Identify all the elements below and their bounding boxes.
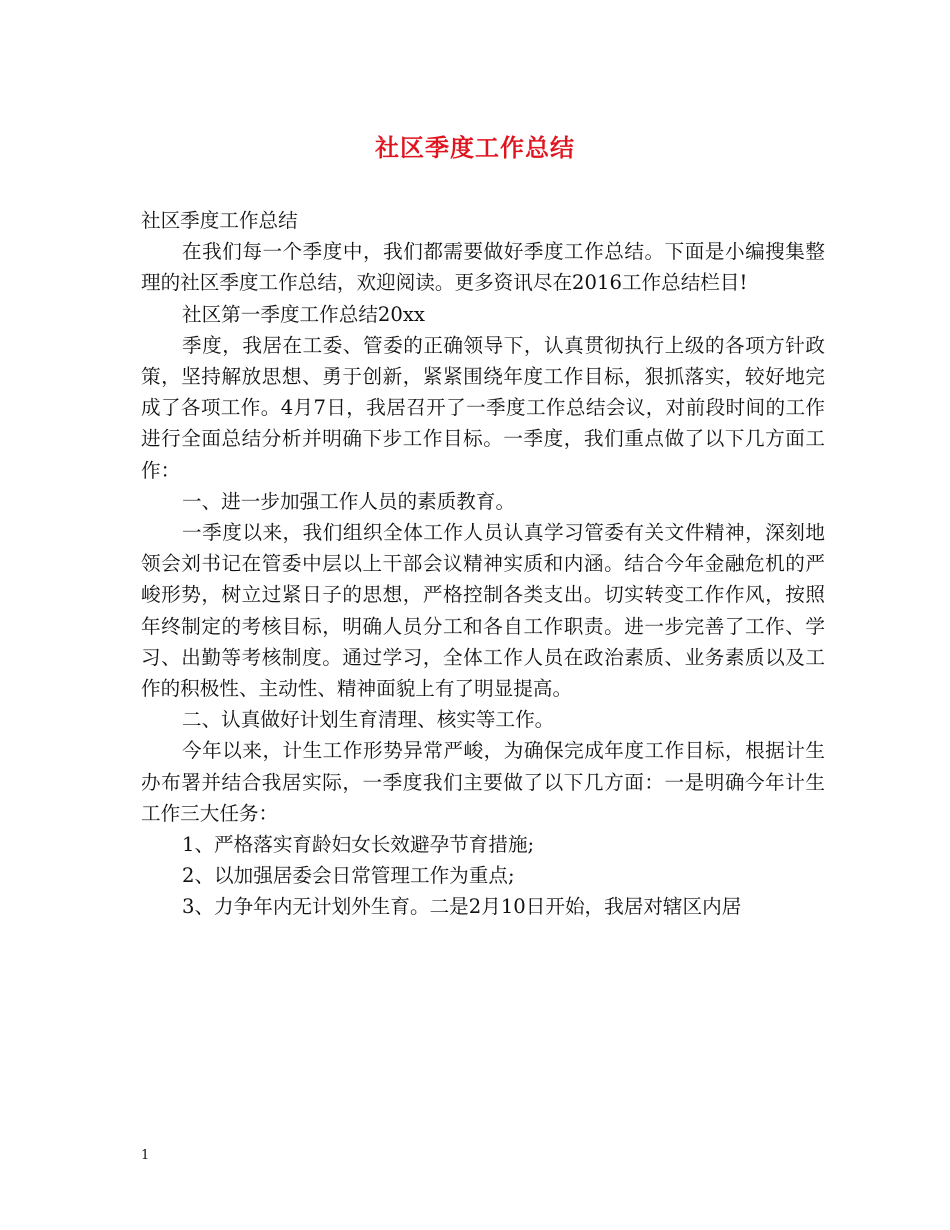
paragraph-intro: 在我们每一个季度中，我们都需要做好季度工作总结。下面是小编搜集整理的社区季度工作总结，欢迎阅读。更多资讯尽在2016工作总结栏目! bbox=[141, 240, 825, 295]
list-item-1: 1、严格落实育龄妇女长效避孕节育措施; bbox=[182, 833, 535, 857]
paragraph-subtitle: 社区第一季度工作总结20xx bbox=[182, 302, 425, 326]
paragraph-heading: 社区季度工作总结 bbox=[141, 209, 298, 232]
page-number: 1 bbox=[141, 1148, 150, 1163]
section-heading-2: 二、认真做好计划生育清理、核实等工作。 bbox=[182, 708, 555, 732]
paragraph-overview: 季度，我居在工委、管委的正确领导下，认真贯彻执行上级的各项方针政策，坚持解放思想、勇于创新，紧紧围绕年度工作目标，狠抓落实，较好地完成了各项工作。4月7日，我居召开了一季度工作总结会议，对前段时间的工作进行全面总结分析并明确下步工作目标。一季度，我们重点做了以下几方面工作： bbox=[141, 333, 825, 482]
paragraph-section-1: 一季度以来，我们组织全体工作人员认真学习管委有关文件精神，深刻地领会刘书记在管委中层以上干部会议精神实质和内涵。结合今年金融危机的严峻形势，树立过紧日子的思想，严格控制各类支出。切实转变工作作风，按照年终制定的考核目标，明确人员分工和各自工作职责。进一步完善了工作、学习、出勤等考核制度。通过学习，全体工作人员在政治素质、业务素质以及工作的积极性、主动性、精神面貌上有了明显提高。 bbox=[141, 521, 825, 701]
document-title: 社区季度工作总结 bbox=[375, 133, 575, 162]
document-body bbox=[141, 205, 825, 923]
list-item-2: 2、以加强居委会日常管理工作为重点; bbox=[182, 864, 515, 888]
section-heading-1: 一、进一步加强工作人员的素质教育。 bbox=[182, 489, 516, 513]
list-item-3: 3、力争年内无计划外生育。二是2月10日开始，我居对辖区内居 bbox=[182, 895, 742, 919]
paragraph-section-2: 今年以来，计生工作形势异常严峻，为确保完成年度工作目标，根据计生办布署并结合我居实际，一季度我们主要做了以下几方面：一是明确今年计生工作三大任务： bbox=[141, 739, 825, 825]
